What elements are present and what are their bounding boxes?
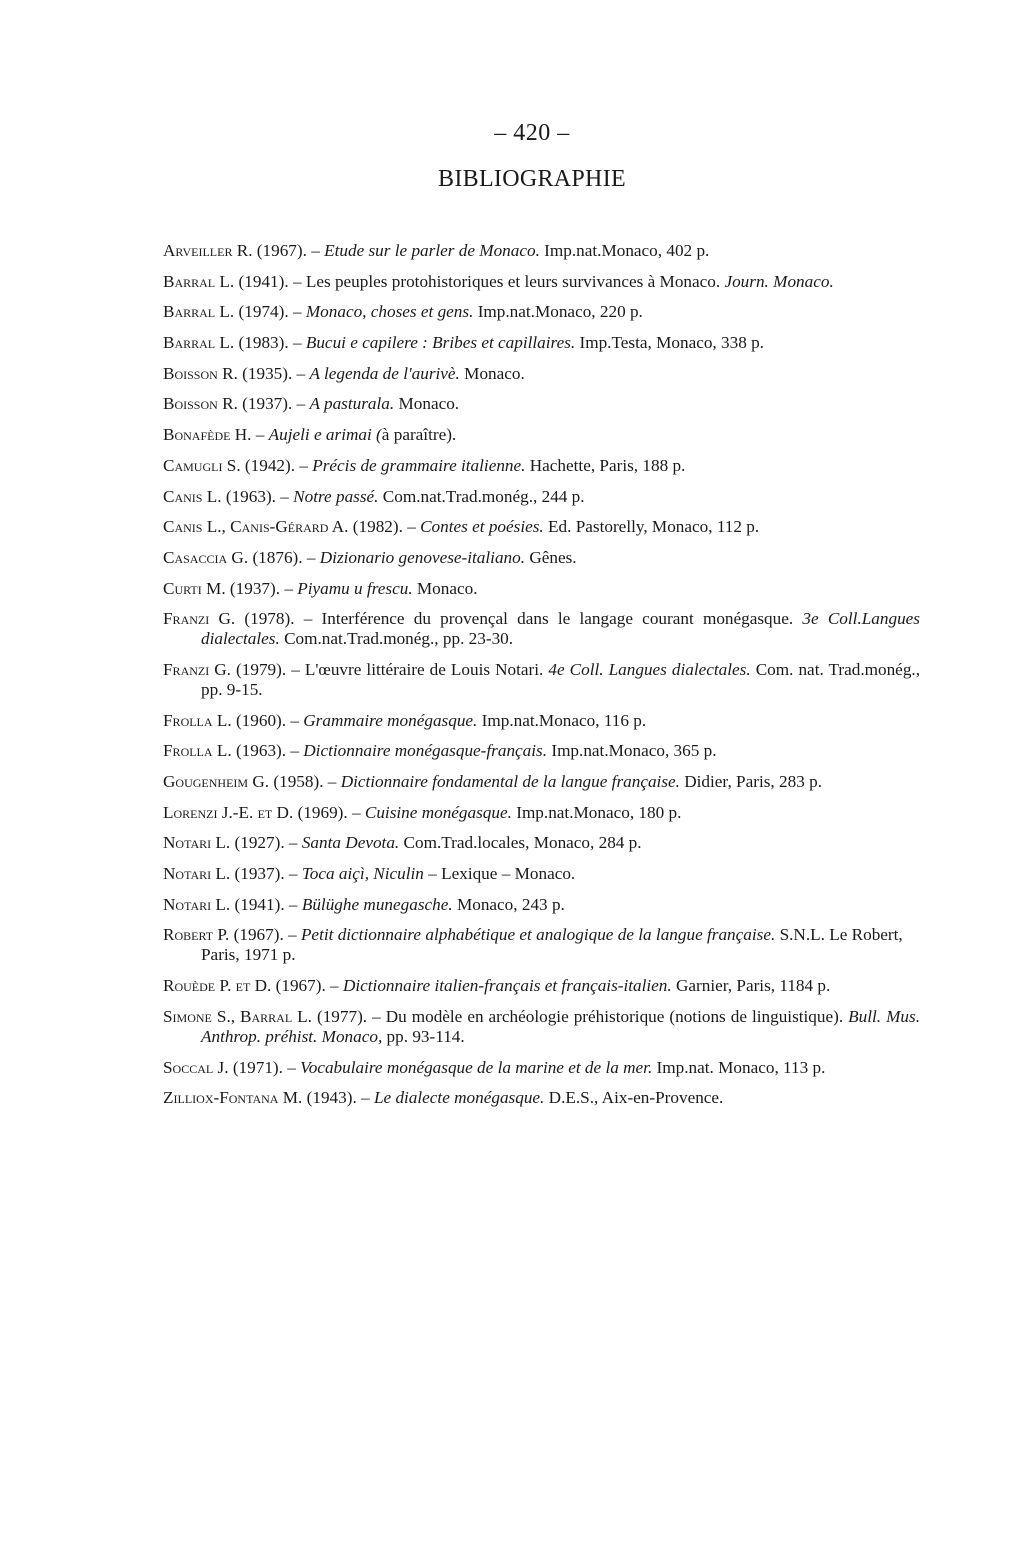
entry-author: Barral L. [163,271,235,291]
page-title: BIBLIOGRAPHIE [438,166,626,192]
entry-publisher: Imp.nat.Monaco, 180 p. [511,802,682,822]
bibliography-entry [163,456,920,476]
entry-publisher: Garnier, Paris, 1184 p. [671,976,831,996]
entry-year: (1942). – [240,455,313,475]
entry-author: Boisson R. [163,363,238,383]
entry-year: (1967). – [229,925,301,945]
entry-author: Soccal J. [163,1057,229,1077]
entry-year: (1937). – [237,394,310,414]
bibliography-entry [163,864,920,884]
entry-publisher: Ed. Pastorelly, Monaco, 112 p. [543,517,760,537]
entry-author: Barral L. [163,333,235,353]
entry-year: (1927). – [230,833,302,853]
entry-publisher: Hachette, Paris, 188 p. [525,455,686,475]
entry-author: Bonafède H. [163,425,252,445]
entry-author: Notari L. [163,894,231,914]
entry-publisher: Monaco. [459,363,525,383]
bibliography-entry [163,272,920,292]
entry-author: Barral L. [163,302,235,322]
entry-year: – [251,425,269,445]
bibliography-entry [163,517,920,537]
entry-year: (1982). – [348,517,421,537]
bibliography-entry [163,1088,920,1108]
bibliography-entry [163,895,920,915]
entry-author: Camugli S. [163,455,241,475]
entry-journal: 4e Coll. Langues dialectales. [548,659,751,679]
entry-title: Santa Devota. [301,833,400,853]
entry-year: (1943). – [302,1088,374,1108]
entry-year: (1937). – [225,578,298,598]
entry-publisher: pp. 93-114. [382,1026,465,1046]
entry-year: (1967). – [252,241,325,260]
entry-year: (1983). – [234,333,306,353]
entry-journal: Bull. Mus. Anthrop. préhist. Monaco, [201,1006,920,1046]
entry-title: Bucui e capilere : Bribes et capillaires. [305,333,576,353]
entry-publisher: Monaco. [412,578,478,598]
bibliography-entry [163,333,920,353]
entry-year: (1977). – [311,1006,386,1026]
entry-year: (1876). – [248,547,320,567]
entry-title: Précis de grammaire italienne. [312,455,526,475]
entry-publisher: à paraître). [381,425,457,445]
bibliography-entry [163,241,920,261]
entry-article-title: Du modèle en archéologie préhistorique (notions de linguistique). [385,1006,849,1026]
bibliography-entry [163,394,920,414]
entry-year: (1941). – [230,894,302,914]
entry-year: (1937). – [230,864,302,884]
bibliography-entry [163,364,920,384]
entry-year: (1958). – [269,772,341,791]
entry-year: (1971). – [228,1057,301,1077]
entry-publisher: Imp.nat. Monaco, 113 p. [652,1057,826,1077]
entry-year: (1963). – [221,486,294,506]
entry-author: Arveiller R. [163,241,253,260]
bibliography-entry [163,772,920,792]
entry-publisher: S.N.L. Le Robert, Paris, 1971 p. [201,925,903,965]
entry-author: Zilliox-Fontana M. [163,1088,303,1108]
bibliography-entry [163,803,920,823]
bibliography-entry [163,302,920,322]
entry-title: Aujeli e arimai ( [268,425,382,445]
bibliography-entry [163,1058,920,1078]
entry-title: Notre passé. [293,486,379,506]
bibliography-entry [163,833,920,853]
entry-publisher: Imp.Testa, Monaco, 338 p. [575,333,764,353]
entry-author: Simone S., Barral L. [163,1006,312,1026]
entry-author: Frolla L. [163,710,232,730]
entry-year: (1978). – [235,609,322,629]
entry-title: Le dialecte monégasque. [373,1088,545,1108]
entry-publisher: Imp.nat.Monaco, 116 p. [477,710,647,730]
entry-publisher: Com. nat. Trad.monég., pp. 9-15. [201,659,921,699]
bibliography-entry [163,609,920,649]
entry-author: Franzi G. [163,609,236,629]
entry-author: Frolla L. [163,741,232,761]
entry-article-title: L'œuvre littéraire de Louis Notari. [304,659,549,679]
entry-author: Curti M. [163,578,226,598]
entry-publisher: Imp.nat.Monaco, 402 p. [539,241,710,260]
entry-title: Dictionnaire fondamental de la langue française. [340,772,680,791]
entry-title: Toca aiçì, Niculin [301,864,424,884]
page-number: – 420 – [494,120,570,146]
entry-year: (1974). – [234,302,306,322]
entry-title: Etude sur le parler de Monaco. [324,241,540,260]
entry-author: Notari L. [163,833,231,853]
entry-year: (1960). – [231,710,304,730]
entry-title: Cuisine monégasque. [364,802,512,822]
entry-year: (1935). – [237,363,310,383]
entry-year: (1969). – [293,802,365,822]
bibliography-entry [163,711,920,731]
entry-publisher: Imp.nat.Monaco, 365 p. [547,741,717,761]
entry-publisher: Monaco, 243 p. [452,894,565,914]
bibliography-entry [163,741,920,761]
entry-article-title: Les peuples protohistoriques et leurs survivances à Monaco. [305,271,725,291]
entry-publisher: Com.Trad.locales, Monaco, 284 p. [399,833,642,853]
entry-title: Dizionario genovese-italiano. [319,547,526,567]
entry-author: Rouède P. et D. [163,976,272,996]
entry-year: (1967). – [271,976,343,996]
entry-publisher: D.E.S., Aix-en-Provence. [544,1088,724,1108]
entry-title: Petit dictionnaire alphabétique et analogique de la langue française. [300,925,776,945]
entry-title: Dictionnaire monégasque-français. [303,741,548,761]
entry-publisher: Gênes. [525,547,577,567]
entry-year: (1979). – [230,659,305,679]
entry-author: Franzi G. [163,659,231,679]
entry-publisher: Monaco. [394,394,460,414]
entry-author: Canis L. [163,486,222,506]
entry-title: Piyamu u frescu. [297,578,413,598]
entry-publisher: Com.nat.Trad.monég., 244 p. [378,486,585,506]
bibliography-entry [163,925,920,965]
entry-author: Gougenheim G. [163,772,270,791]
entry-publisher: Imp.nat.Monaco, 220 p. [473,302,643,322]
bibliography-entry [163,660,920,700]
entry-title: Vocabulaire monégasque de la marine et de la mer. [300,1057,653,1077]
bibliography-entry [163,1007,920,1047]
entry-year: (1941). – [234,271,306,291]
entry-publisher: Didier, Paris, 283 p. [679,772,822,791]
entry-publisher: Com.nat.Trad.monég., pp. 23-30. [279,629,514,649]
entry-article-title: Interférence du provençal dans le langage courant monégasque. [321,609,803,629]
entry-title: A legenda de l'aurivè. [309,363,460,383]
bibliography-entry [163,579,920,599]
entry-author: Robert P. [163,925,230,945]
entry-publisher: – Lexique – Monaco. [423,864,576,884]
bibliography-list [163,241,920,1119]
entry-author: Canis L., Canis-Gérard A. [163,517,349,537]
entry-author: Casaccia G. [163,547,249,567]
entry-journal: Journ. Monaco. [724,271,834,291]
bibliography-entry [163,548,920,568]
entry-journal: 3e Coll.Langues dialectales. [201,609,920,649]
entry-author: Notari L. [163,864,231,884]
bibliography-entry [163,425,920,445]
bibliography-entry [163,976,920,996]
entry-author: Lorenzi J.-E. et D. [163,802,294,822]
bibliography-entry [163,487,920,507]
entry-title: Grammaire monégasque. [303,710,478,730]
entry-title: Dictionnaire italien-français et français-italien. [342,976,672,996]
entry-title: Monaco, choses et gens. [305,302,474,322]
entry-year: (1963). – [231,741,304,761]
entry-title: Bülüghe munegasche. [301,894,453,914]
entry-author: Boisson R. [163,394,238,414]
entry-title: Contes et poésies. [420,517,544,537]
entry-title: A pasturala. [309,394,395,414]
